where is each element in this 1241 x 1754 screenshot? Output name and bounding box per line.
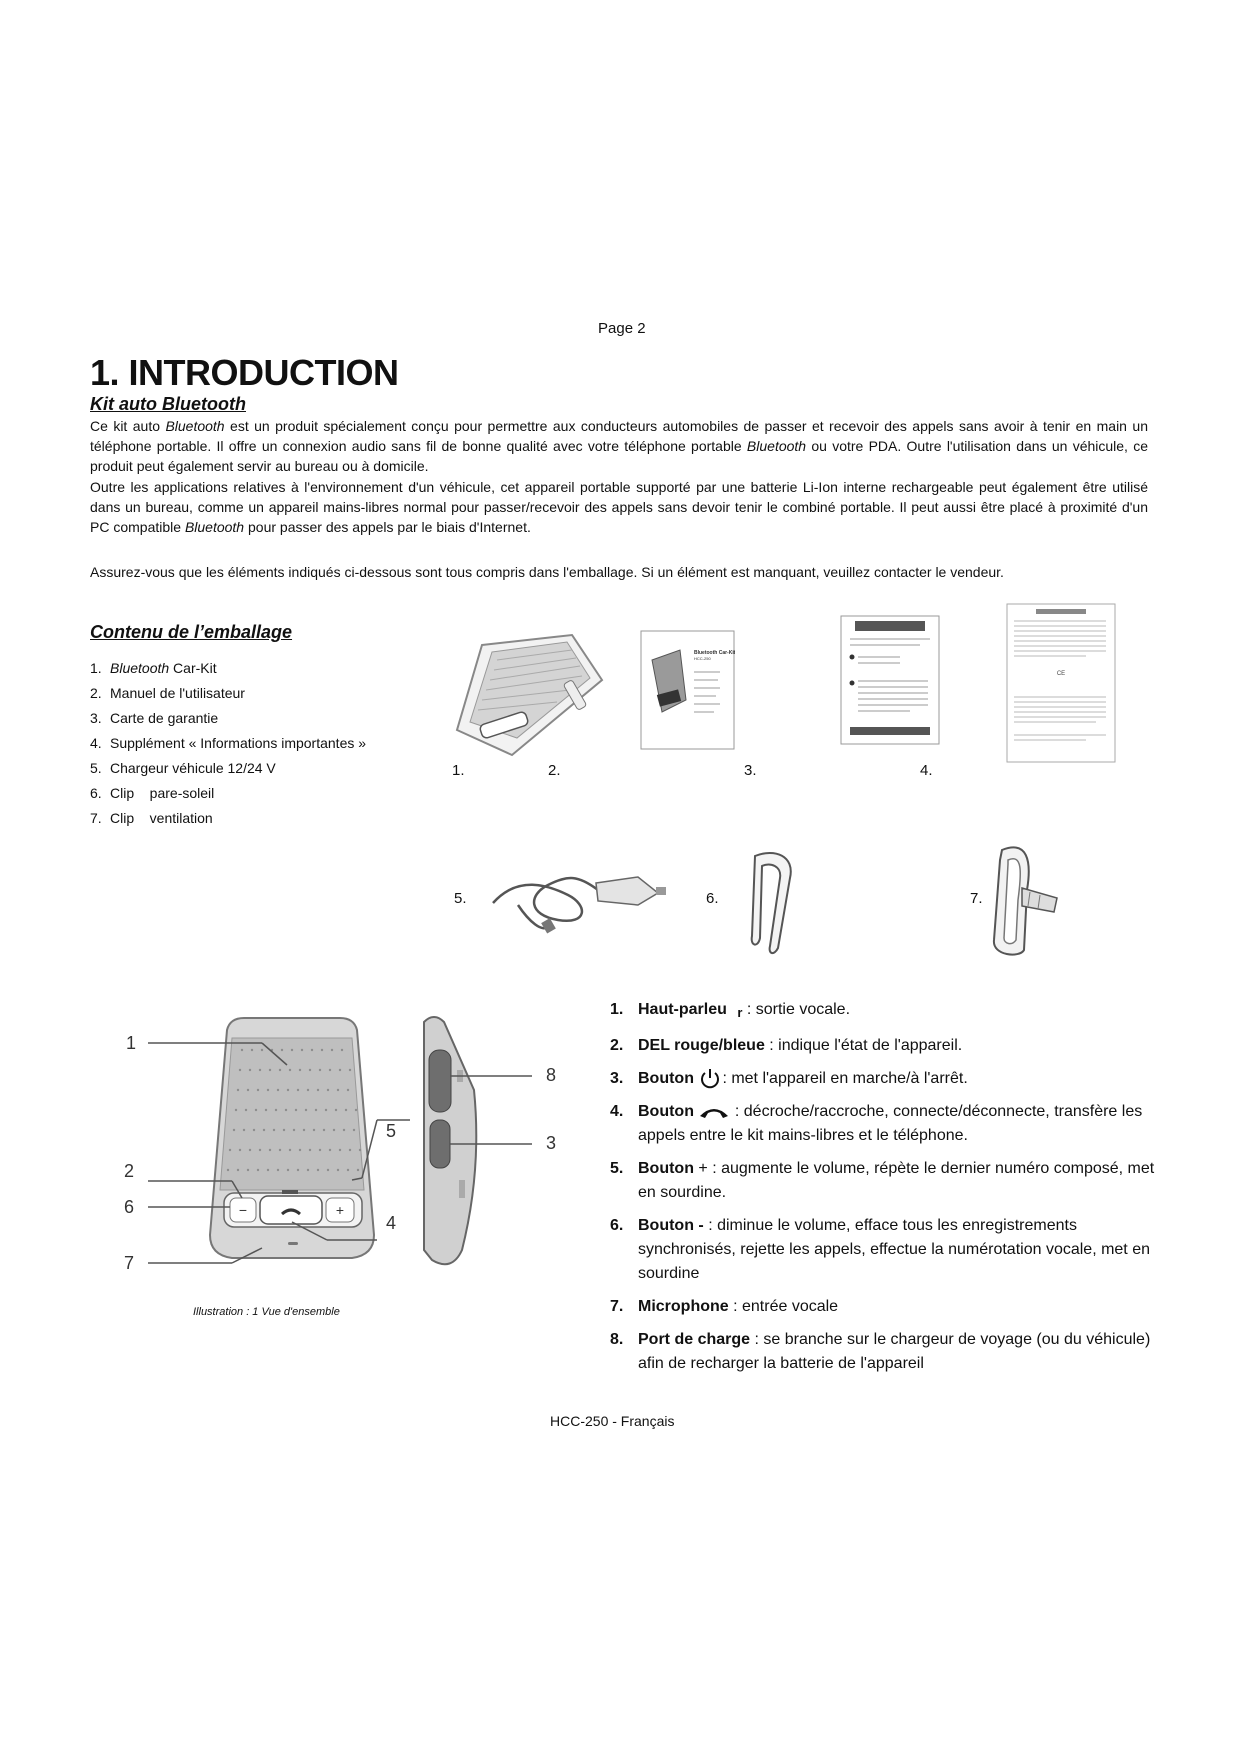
diagram-number: 4 [386,1213,397,1233]
photo-label: 7. [970,890,983,907]
feature-item-microphone: 7. Microphone : entrée vocale [610,1298,839,1316]
photo-label: 1. [452,762,465,779]
info-supplement-photo [1006,603,1116,763]
diagram-number: 7 [124,1253,135,1273]
feature-item-call: 4. Bouton : décroche/raccroche, connecte/déconnecte, transfère les appels entre le kit mains-libres et le téléphone. [610,1103,1143,1145]
page-title: 1. INTRODUCTION [90,352,399,393]
feature-item-volume-down: 6. Bouton - : diminue le volume, efface tous les enregistrements synchronisés, rejette les appels, effectue la numérotation vocale, met en sourdine [610,1217,1150,1283]
section-subtitle: Kit auto Bluetooth [90,394,246,414]
page-footer: HCC-250 - Français [550,1413,675,1429]
feature-item-led: 2. DEL rouge/bleue : indique l'état de l'appareil. [610,1037,963,1054]
photo-label: 2. [548,762,561,779]
diagram-number: 2 [124,1161,135,1181]
user-manual-photo [640,630,735,750]
photo-label: 6. [706,890,719,907]
svg-text:−: − [238,1202,248,1218]
phone-handset-icon [698,1104,730,1120]
package-contents-title: Contenu de l’emballage [90,622,293,642]
power-icon [698,1067,722,1091]
visor-clip-photo [740,848,810,958]
warranty-card-photo [840,615,940,745]
figure-caption: Illustration : 1 Vue d'ensemble [193,1306,340,1318]
feature-item-charge-port: 8. Port de charge : se branche sur le chargeur de voyage (ou du véhicule) afin de recharger la batterie de l'appareil [610,1331,1151,1373]
list-item: 4. Supplément « Informations importantes » [90,735,367,751]
overview-diagram [112,1010,572,1300]
manual-cover-title: Bluetooth Car-Kit [694,650,735,656]
photo-label: 5. [454,890,467,907]
diagram-number: 3 [546,1133,557,1153]
photo-label: 4. [920,762,933,779]
feature-item-speaker: 1. Haut-parleu r : sortie vocale. [610,1001,851,1020]
diagram-number: 6 [124,1197,135,1217]
page-number: Page 2 [598,320,646,337]
feature-item-power: 3. Bouton : met l'appareil en marche/à l'arrêt. [610,1067,1170,1091]
ce-mark: CE [1056,671,1066,677]
feature-item-volume-up: 5. Bouton + : augmente le volume, répète le dernier numéro composé, met en sourdine. [610,1160,1155,1202]
diagram-number: 8 [546,1065,557,1085]
package-check-note: Assurez-vous que les éléments indiqués ci-dessous sont tous compris dans l'emballage. Si un élément est manquant, veuillez contacter le vendeur. [90,564,1004,580]
svg-text:+: + [335,1202,345,1218]
list-item: 6. Clip pare-soleil [90,785,215,801]
car-kit-photo [452,630,612,760]
package-contents-list [90,658,366,833]
list-item: 5. Chargeur véhicule 12/24 V [90,760,276,776]
diagram-number: 5 [386,1121,397,1141]
list-item: 3. Carte de garantie [90,710,219,726]
diagram-number: 1 [126,1033,137,1053]
photo-label: 3. [744,762,757,779]
list-item: 7. Clip ventilation [90,810,213,826]
intro-paragraph-1: Ce kit auto Bluetooth est un produit spécialement conçu pour permettre aux conducteurs automobiles de passer et recevoir des appels sans avoir à tenir en main un téléphone portable. Il offre un connexion audio sans fil de bonne qualité avec votre téléphone portable Bluetooth ou votre PDA. Outre l'utilisation dans un véhicule, ce produit peut également servir au bureau ou à domicile. [90,418,1149,474]
list-item: 1. Bluetooth Car-Kit [90,660,217,676]
car-charger-photo [488,865,668,940]
vent-clip-photo [982,840,1062,960]
list-item: 2. Manuel de l'utilisateur [90,685,245,701]
manual-cover-model: HCC-250 [694,656,711,661]
feature-list [610,998,1170,1385]
intro-paragraph-2: Outre les applications relatives à l'environnement d'un véhicule, cet appareil portable supporté par une batterie Li-Ion interne rechargeable peut également être utilisé dans un bureau, comme un appareil mains-libres normal pour passer/recevoir des appels sans devoir tenir le combiné portable. Il peut aussi être placé à proximité d'un PC compatible Bluetooth pour passer des appels par le biais d'Internet. [90,479,1148,535]
